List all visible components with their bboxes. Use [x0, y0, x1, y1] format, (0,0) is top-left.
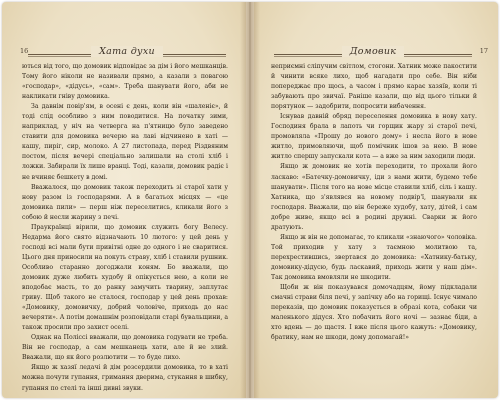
paragraph: Якщо ж хазяї ледачі й дім розсердили домовика, то в хаті можна почути гупання, гримання дверима, стукання в шибку, гупання по стелі та інші дивні звуки. — [22, 364, 228, 392]
right-running-head — [274, 43, 472, 59]
paragraph: Вважалося, що домовик також переходить зі старої хати у нову разом із господарями. А в багатьох місцях — «це домовика пили» — перш ніж переселитись, кликали його з собою й несли жарину з печі. — [22, 183, 228, 221]
right-page-text — [271, 62, 477, 343]
left-page-number: 16 — [20, 47, 29, 55]
left-running-title: Хата духи — [91, 46, 163, 57]
paragraph: Щоби ж він показувався домочадцям, йому підкладали смачні страви біля печі, у запічку або на горищі. Існує чимало переказів, що домовик показується в образі кота, собаки чи маленького дідуся. Хто побачить його ночі — зазнає біди, а хто вдень — до щастя. І вже після цього кажуть: «Домовику, братику, нам не шкоди, дому допомагай!» — [271, 284, 477, 342]
paragraph: Якщо ж домовик не хотів переходити, то прохали його ласкаво: «Батечку-домовичку, іди з нами жити, будемо тебе шанувати». Після того на нове місце ставили хліб, сіль і кашу. Хатника, що з'являвся на новому подвір'ї, шанували як господаря. Вважали, що він береже худобу, хату, дітей, і сам добре живе, якщо всі в родині дружні. Сварки ж його дратують. — [271, 163, 477, 231]
paragraph: неприємні сліпучим світлом, стогони. Хатник може пакостити й чинити всяке лихо, щоб нагадати про себе. Він ніби попереджає про щось, а часом і прямо карає хазяїв, коли ті забувають про звичаї. Раніше казали, що від цього тільки й порятунок — задобрити, попросити вибачення. — [271, 63, 477, 111]
right-page-number: 17 — [479, 47, 488, 55]
book-spine-gutter — [240, 2, 260, 398]
paragraph: Однак на Поліссі вважали, що домовика годувати не треба. Він не господар, а сам мешканець хати, але й не злий. Вважали, що як його розлютити — то буде лихо. — [22, 334, 228, 362]
paragraph: Якщо ж він не допомагає, то кликали «знаючого» чоловіка. Той приходив у хату з таємною молитвою та, перехрестившись, звертався до домовика: «Хатнику-батьку, домовику-дідусю, будь ласкавий, приходь жити у наш дім». Так домовика вмовляли не шкодити. — [271, 233, 477, 281]
paragraph: Праукраїнці вірили, що домовик служить богу Велесу. Недарма його свято відзначають 10 лютого: у цей день у господі всі мали бути привітні одне до одного і не сваритися. Цього дня приносили на покуть страву, хліб і ставили рушник. Особливо старанно догоджали коням. Бо вважали, що домовик дуже любить худобу й опікується нею, а коли не вподобає масть, то до ранку замучить тварину, заплутає гриву. Щоб такого не сталося, господар у цей день прохав: «Домовику, домовичку, добрий чоловіче, приходь до нас вечеряти». А потім домашнім розповідали старі бувальщини, а також просили про захист оселі. — [22, 223, 228, 332]
open-book — [2, 2, 498, 398]
left-page-text — [22, 62, 228, 394]
paragraph: ються від того, що домовик відповідає за дім і його мешканців. Тому його ніколи не називали прямо, а казали з повагою «господар», «дідусь», «сам». Треба шанувати його, аби не накликати гніву домовика. — [22, 63, 228, 101]
left-running-head — [28, 43, 226, 59]
right-page — [254, 2, 498, 398]
right-running-title: Домовик — [342, 46, 404, 57]
paragraph: За давнім повір'ям, в осені є день, коли він «шаленіє», й тоді слід особливо з ним поводитися. На початку зими, наприклад, у ніч на четверга на п'ятницю було заведено ставити для домовика вечерю на лаві відчинено в хаті — кашу, пиріг, сир, молоко. А 27 листопада, перед Різдвяним постом, після вечері спеціально залишали на столі хліб і ложки. Забирали їх лише вранці. Тоді, казали, домовик радіє і не вчиняє бешкету в домі. — [22, 103, 228, 181]
left-page — [2, 2, 246, 398]
paragraph: Існував давній обряд переселення домовика в нову хату. Господиня брала в лапоть чи горщик жару зі старої печі, промовляла «Прошу до нового дому» і несла його в нове житло, примовляючи, щоб помічник ішов за нею. В нове житло спершу запускали кота — а вже за ним заходили люди. — [271, 113, 477, 161]
